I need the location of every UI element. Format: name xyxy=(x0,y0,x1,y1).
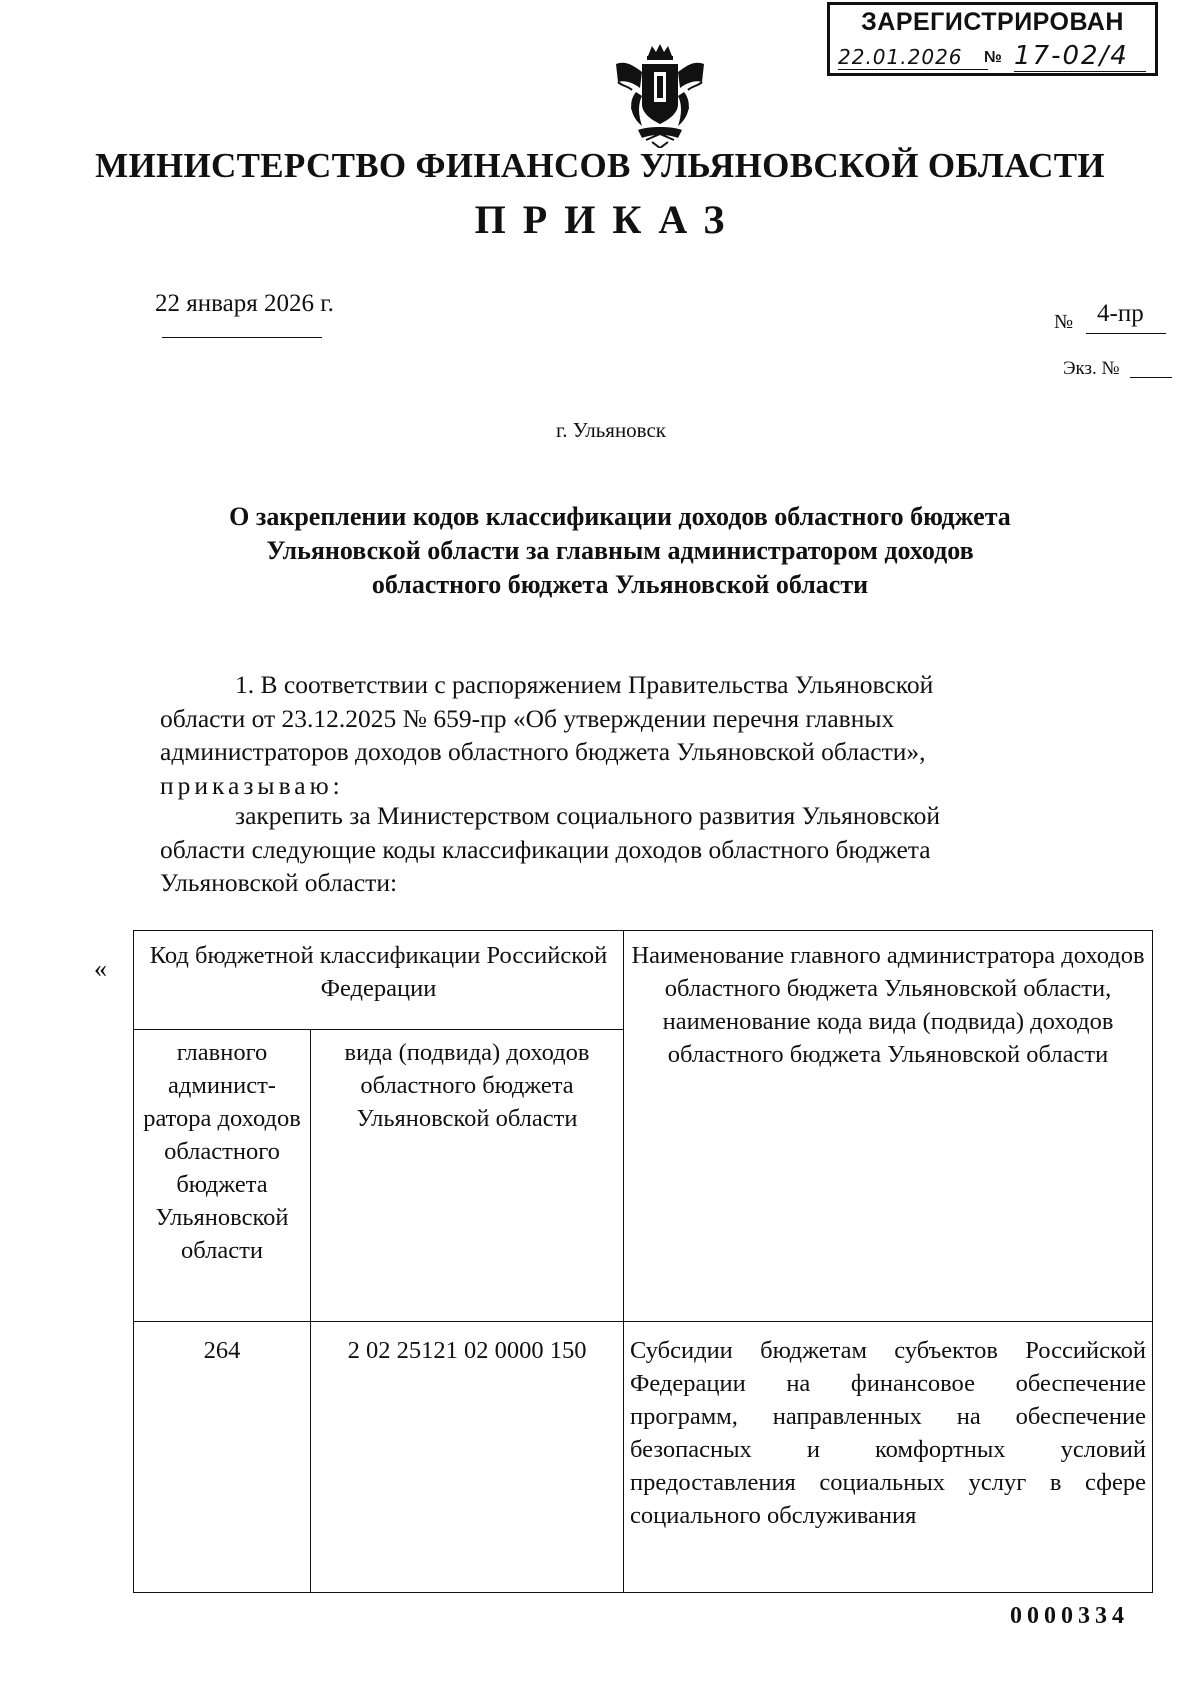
document-number: 4-пр xyxy=(1097,300,1144,327)
registration-stamp xyxy=(827,2,1158,76)
row-name: Субсидии бюджетам субъектов Российской Федерации на финансовое обеспечение программ, направленных на обеспечение безопасных и комфортных условий предоставления социальных услуг в сфере социального обслуживания xyxy=(624,1322,1153,1593)
row-income-code: 2 02 25121 02 0000 150 xyxy=(311,1322,624,1593)
order-word: приказываю: xyxy=(160,770,344,800)
table-header-row xyxy=(134,931,1153,1030)
document-type: ПРИКАЗ xyxy=(474,197,742,242)
number-underline xyxy=(1086,333,1166,334)
city: г. Ульяновск xyxy=(555,418,666,442)
header-admin: главного админист-ратора доходов областного бюджета Ульяновской области xyxy=(134,1030,311,1322)
paragraph-line: Ульяновской области: xyxy=(160,868,398,897)
paragraph-line: области от 23.12.2025 № 659-пр «Об утверждении перечня главных xyxy=(160,703,895,733)
copy-number-underline xyxy=(1130,377,1172,378)
title-line: областного бюджета Ульяновской области xyxy=(371,570,869,599)
stamp-details xyxy=(836,41,1147,73)
paragraph-line: 1. В соответствии с распоряжением Правительства Ульяновской xyxy=(235,670,934,699)
title-line: О закреплении кодов классификации доходов областного бюджета xyxy=(229,502,1011,531)
number-label: № xyxy=(1054,311,1074,333)
serial-number: 0000334 xyxy=(1010,1603,1129,1629)
title-line: Ульяновской области за главным администратором доходов xyxy=(266,536,974,565)
date-underline xyxy=(162,337,322,338)
paragraph-1 xyxy=(160,668,1140,802)
ministry-name: МИНИСТЕРСТВО ФИНАНСОВ УЛЬЯНОВСКОЙ ОБЛАСТИ xyxy=(95,146,1105,185)
header-name: Наименование главного администратора доходов областного бюджета Ульяновской области, наименование кода вида (подвида) доходов областного бюджета Ульяновской области xyxy=(624,931,1153,1322)
paragraph-2 xyxy=(160,799,1140,900)
header-code: Код бюджетной классификации Российской Федерации xyxy=(134,931,624,1030)
open-quote: « xyxy=(94,954,107,983)
classification-table xyxy=(133,930,1153,1593)
paragraph-line: закрепить за Министерством социального развития Ульяновской xyxy=(235,801,940,830)
document-title xyxy=(170,500,1050,602)
stamp-number: 17-02/4 xyxy=(1014,41,1146,72)
stamp-date: 22.01.2026 xyxy=(838,45,988,70)
row-admin-code: 264 xyxy=(134,1322,311,1593)
document-date: 22 января 2026 г. xyxy=(155,290,334,317)
header-vid: вида (подвида) доходов областного бюджета Ульяновской области xyxy=(311,1030,624,1322)
paragraph-line: администраторов доходов областного бюджета Ульяновской области», xyxy=(160,737,926,766)
coat-of-arms-icon xyxy=(612,42,708,148)
stamp-title: ЗАРЕГИСТРИРОВАН xyxy=(861,8,1124,36)
paragraph-line: области следующие коды классификации доходов областного бюджета xyxy=(160,834,931,864)
copy-number-label: Экз. № xyxy=(1063,358,1120,379)
stamp-number-label: № xyxy=(984,49,1002,66)
table-row xyxy=(134,1322,1153,1593)
